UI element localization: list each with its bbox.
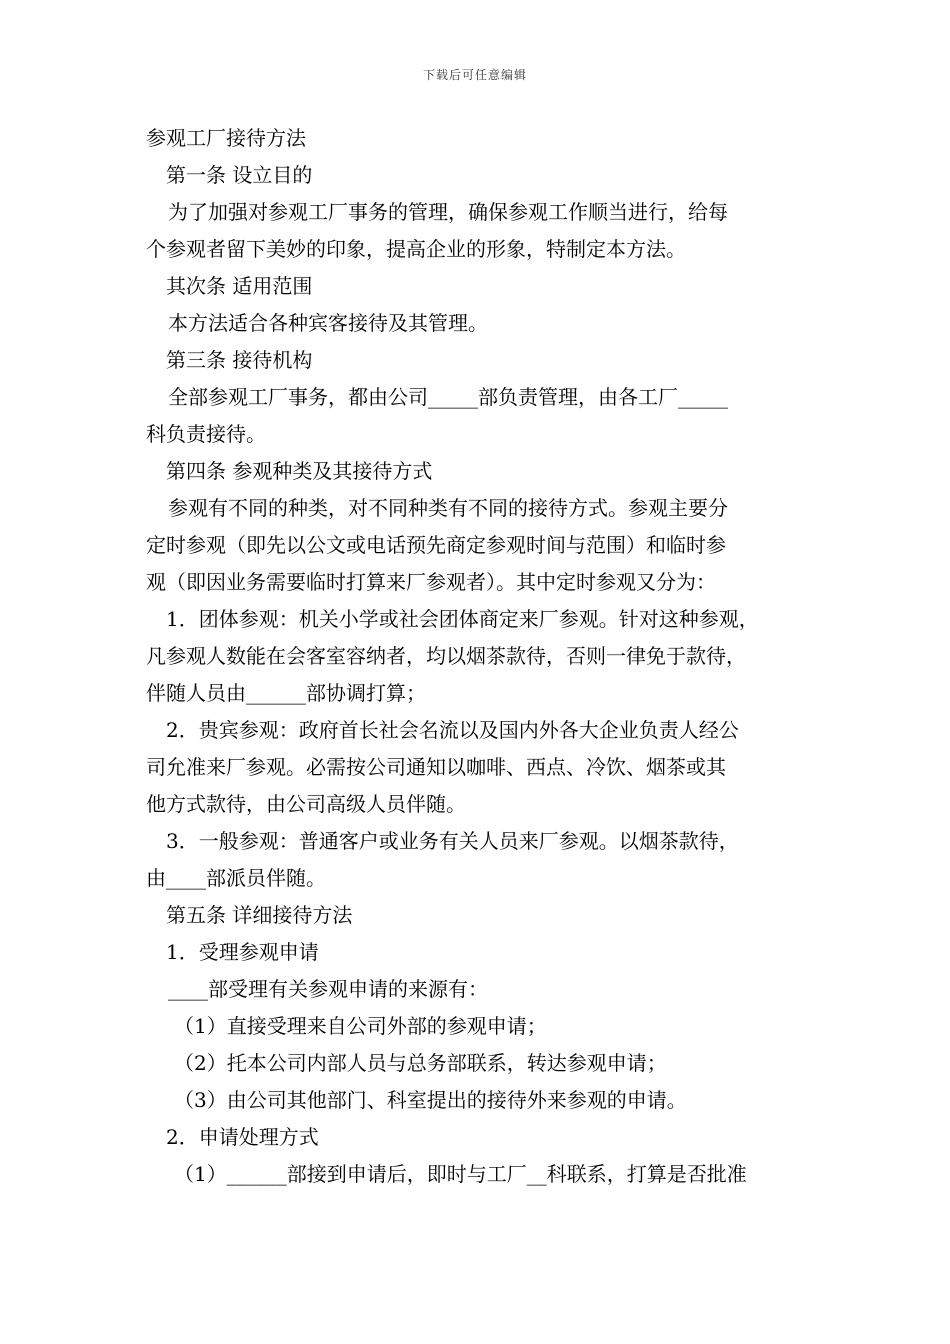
paragraph-line: 观（即因业务需要临时打算来厂参观者）。其中定时参观又分为： xyxy=(146,570,716,594)
document-title: 参观工厂接待方法 xyxy=(146,126,306,150)
paragraph-line: 参观有不同的种类，对不同种类有不同的接待方式。参观主要分 xyxy=(168,496,728,520)
list-item: 2．申请处理方式 xyxy=(166,1125,319,1149)
list-item: 2．贵宾参观：政府首长社会名流以及国内外各大企业负责人经公 xyxy=(166,718,739,742)
paragraph-line: 定时参观（即先以公文或电话预先商定参观时间与范围）和临时参 xyxy=(146,533,726,557)
list-item: 1．受理参观申请 xyxy=(166,940,319,964)
article-heading: 其次条 适用范围 xyxy=(166,274,313,298)
document-body xyxy=(146,120,816,1193)
paragraph-line: 为了加强对参观工厂事务的管理，确保参观工作顺当进行，给每 xyxy=(168,200,728,224)
paragraph-line: 由____部派员伴随。 xyxy=(146,866,326,890)
article-heading: 第三条 接待机构 xyxy=(166,348,313,372)
list-item: 1．团体参观：机关小学或社会团体商定来厂参观。针对这种参观， xyxy=(166,607,759,631)
list-item: 3．一般参观：普通客户或业务有关人员来厂参观。以烟茶款待， xyxy=(166,829,739,853)
list-item: （2）托本公司内部人员与总务部联系，转达参观申请； xyxy=(174,1051,667,1075)
paragraph-line: 伴随人员由______部协调打算； xyxy=(146,681,426,705)
paragraph-line: 凡参观人数能在会客室容纳者，均以烟茶款待，否则一律免于款待， xyxy=(146,644,746,668)
page-header-note: 下载后可任意编辑 xyxy=(422,68,527,82)
article-heading: 第四条 参观种类及其接待方式 xyxy=(166,459,433,483)
paragraph-line: ____部受理有关参观申请的来源有： xyxy=(168,977,488,1001)
list-item: （3）由公司其他部门、科室提出的接待外来参观的申请。 xyxy=(174,1088,687,1112)
article-heading: 第一条 设立目的 xyxy=(166,163,313,187)
paragraph-line: 全部参观工厂事务，都由公司_____部负责管理，由各工厂_____ xyxy=(168,385,728,409)
list-item: （1）直接受理来自公司外部的参观申请； xyxy=(174,1014,547,1038)
paragraph-line: 司允准来厂参观。必需按公司通知以咖啡、西点、冷饮、烟茶或其 xyxy=(146,755,726,779)
paragraph-line: 他方式款待，由公司高级人员伴随。 xyxy=(146,792,466,816)
paragraph-line: 科负责接待。 xyxy=(146,422,266,446)
article-heading: 第五条 详细接待方法 xyxy=(166,903,353,927)
paragraph-line: 本方法适合各种宾客接待及其管理。 xyxy=(168,311,488,335)
list-item: （1）______部接到申请后，即时与工厂__科联系，打算是否批准 xyxy=(174,1162,747,1186)
paragraph-line: 个参观者留下美妙的印象，提高企业的形象，特制定本方法。 xyxy=(146,237,686,261)
